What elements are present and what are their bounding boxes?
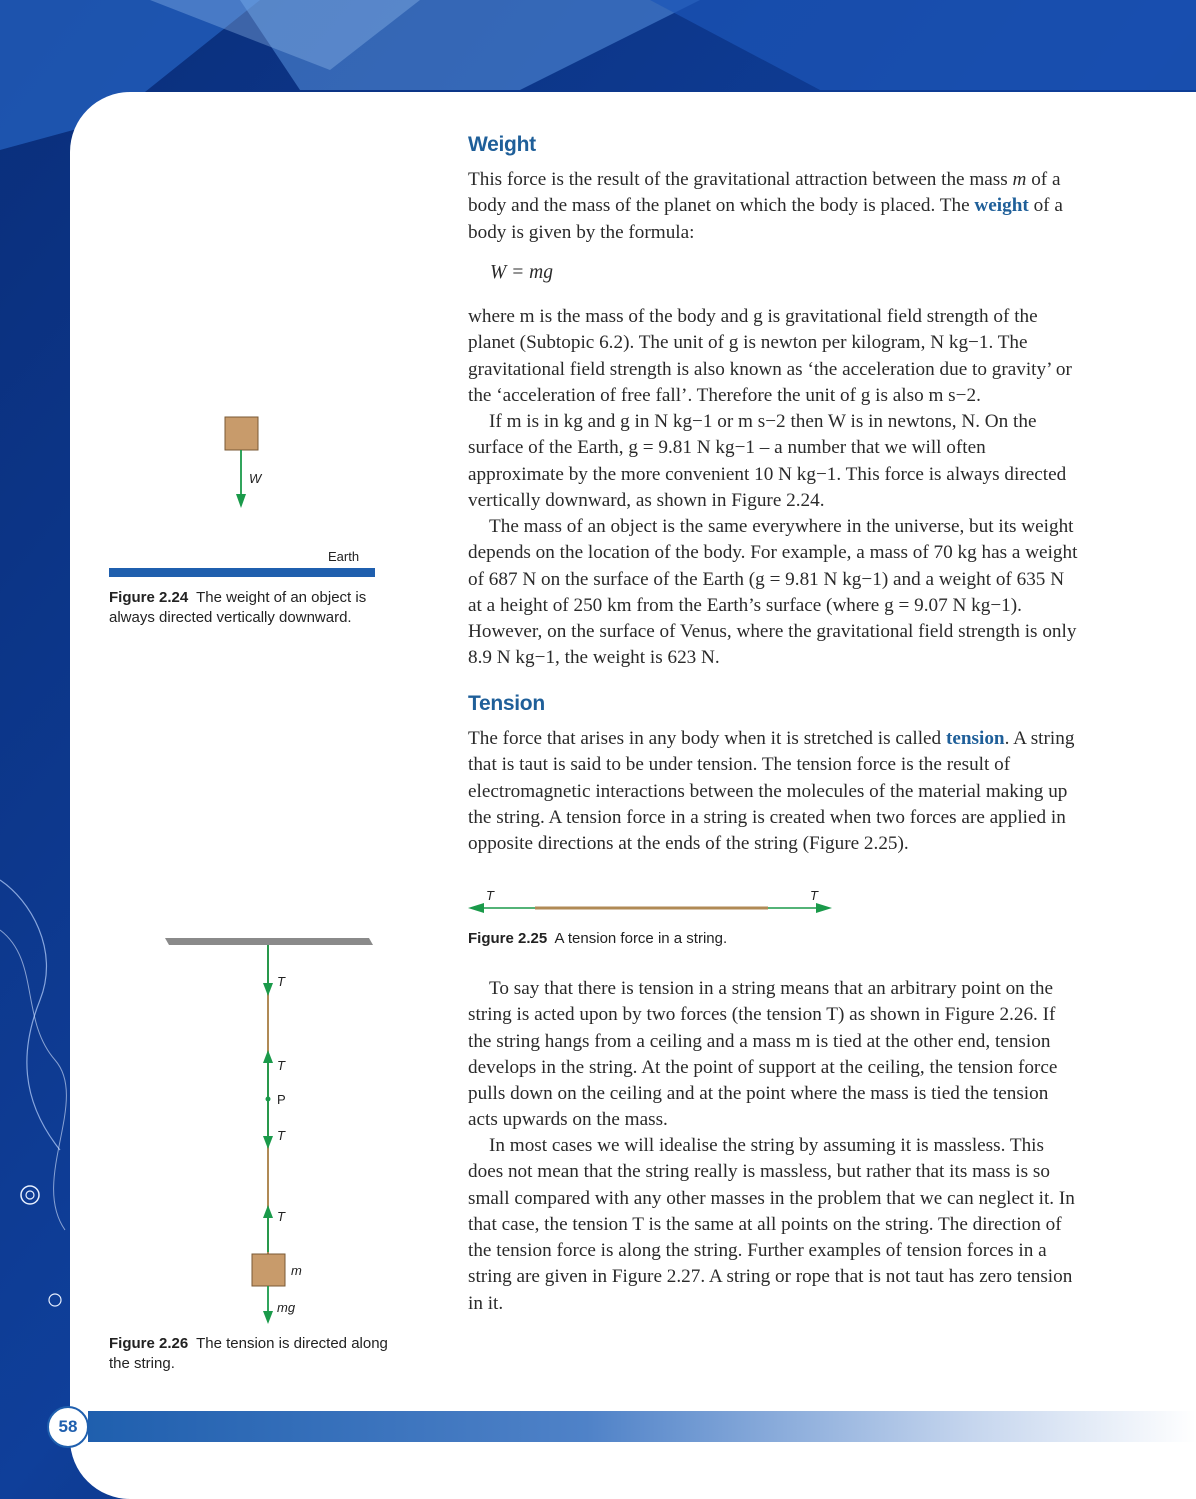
label-w: W	[249, 471, 262, 486]
weight-keyword: weight	[974, 195, 1029, 217]
hanging-mass-block	[252, 1254, 285, 1286]
weight-paragraph-3: If m is in kg and g in N kg−1 or m s−2 then W is in newtons, N. On the surface of the Earth, g = 9.81 N kg−1 – a number that we will often approximate by the more convenient 10 N kg−1. This force is always directed vertically downward, as shown in Figure 2.24.	[468, 411, 1067, 511]
label-t1: T	[277, 974, 285, 989]
figure-2-24-diagram	[105, 410, 385, 585]
label-t2: T	[277, 1058, 285, 1073]
label-t3: T	[277, 1128, 285, 1143]
weight-heading: Weight	[468, 133, 536, 156]
tension-p1-text-a: The force that arises in any body when it is stretched is called	[468, 728, 946, 749]
figure-2-25-diagram	[460, 884, 840, 924]
tension-keyword: tension	[945, 728, 1005, 749]
label-p: P	[277, 1092, 286, 1107]
weight-p1-text-a: This force is the result of the gravitational attraction between the mass	[468, 169, 1013, 190]
arrow-t3-down-icon	[263, 1136, 273, 1149]
figure-2-26-number: Figure 2.26	[109, 1335, 189, 1352]
weight-paragraph-4: The mass of an object is the same everywhere in the universe, but its weight depends on the location of the body. For example, a mass of 70 kg has a weight of 687 N on the surface of the Earth (g = 9.81 N kg−1) and a weight of 635 N at a height of 250 km from the Earth’s surface (where g = 9.07 N kg−1). However, on the surface of Venus, where the gravitational field strength is only 8.9 N kg−1, the weight is 623 N.	[468, 516, 1078, 669]
tension-heading: Tension	[468, 692, 545, 715]
figure-2-24-text: The weight of an object is always directed vertically downward.	[109, 589, 367, 626]
arrowhead-right-icon	[816, 903, 832, 913]
label-earth: Earth	[328, 549, 360, 564]
label-t-right: T	[810, 888, 818, 903]
weight-arrowhead-icon	[236, 494, 246, 508]
weight-paragraph-1	[468, 167, 1078, 246]
label-t-left: T	[486, 888, 494, 903]
figure-2-24-caption	[109, 588, 399, 628]
weight-formula: W = mg	[490, 262, 553, 283]
weight-p1-mass-symbol: m	[1012, 169, 1027, 190]
weight-p1-text-b: of a body and the mass of the planet on which the body is placed. The	[468, 169, 1061, 217]
label-t4: T	[277, 1209, 285, 1224]
tension-paragraph-3: In most cases we will idealise the string by assuming it is massless. This does not mean that the string really is massless, but rather that its mass is so small compared with any other masses in the problem that we can neglect it. In that case, the tension T is the same at all points on the string. The direction of the tension force is along the string. Further examples of tension forces in a string are given in Figure 2.27. A string or rope that is not taut has zero tension in it.	[468, 1135, 1075, 1314]
ceiling	[165, 938, 373, 945]
figure-2-25-number: Figure 2.25	[468, 930, 548, 947]
figure-2-26-diagram	[160, 934, 380, 1329]
figure-2-24-number: Figure 2.24	[109, 589, 189, 606]
weight-paragraph-2: where m is the mass of the body and g is gravitational field strength of the planet (Subtopic 6.2). The unit of g is newton per kilogram, N kg−1. The gravitational field strength is also known as ‘the acceleration due to gravity’ or the ‘acceleration of free fall’. Therefore the unit of g is also m s−2.	[468, 306, 1072, 406]
tension-paragraph-2: To say that there is tension in a string means that an arbitrary point on the string is acted upon by two forces (the tension T) as shown in Figure 2.26. If the string hangs from a ceiling and a mass m is tied at the other end, tension develops in the string. At the point of support at the ceiling, the tension force pulls down on the ceiling and at the point where the mass is tied the tension acts upwards on the mass.	[468, 978, 1058, 1131]
figure-2-25-text: A tension force in a string.	[554, 930, 728, 947]
earth-surface	[109, 568, 375, 577]
weight-p1-text-c: of a body is given by the formula:	[468, 195, 1063, 243]
tension-p1-text-b: . A string that is taut is said to be under tension. The tension force is the result of electromagnetic interactions between the molecules of the material making up the string. A tension force in a string is created when two forces are applied in opposite directions at the ends of the string (Figure 2.25).	[468, 728, 1075, 855]
figure-2-25-caption	[468, 929, 968, 949]
arrow-mg-down-icon	[263, 1311, 273, 1324]
page-number: 58	[47, 1406, 89, 1448]
label-mg: mg	[277, 1300, 296, 1315]
footer-bar	[88, 1411, 1196, 1442]
arrowhead-left-icon	[468, 903, 484, 913]
mass-block	[225, 417, 258, 450]
figure-2-26-text: The tension is directed along the string.	[109, 1335, 388, 1372]
tension-paragraph-1	[468, 726, 1078, 857]
point-p	[266, 1097, 271, 1102]
label-m: m	[291, 1263, 302, 1278]
arrow-t1-down-icon	[263, 983, 273, 996]
figure-2-26-caption	[109, 1334, 409, 1374]
